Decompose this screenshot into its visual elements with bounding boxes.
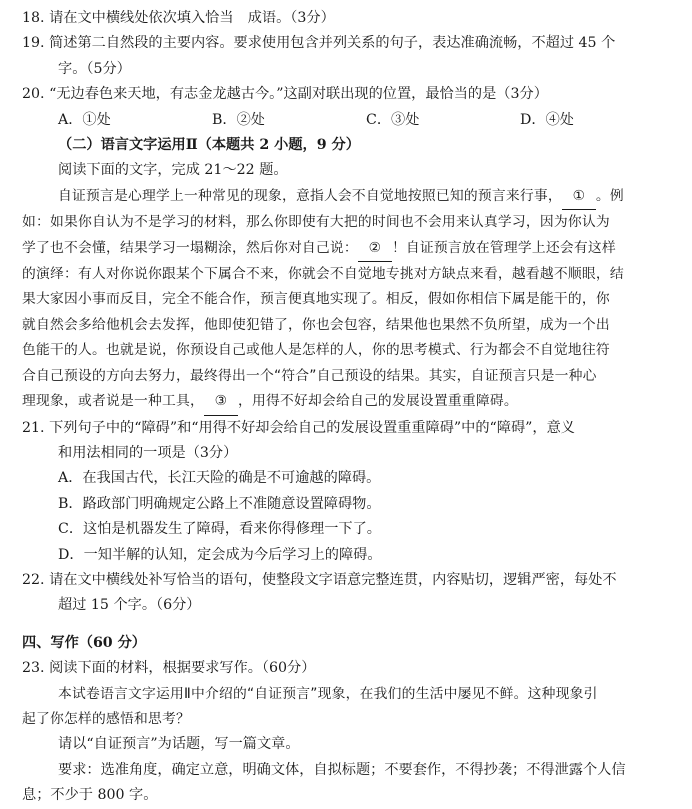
question-23: 23. 阅读下面的材料，根据要求写作。（60分）: [22, 660, 316, 677]
question-21-option-b: B．路政部门明确规定公路上不准随意设置障碍物。: [58, 495, 381, 512]
blank-2: ②: [358, 236, 392, 262]
requirement-line-2: 息；不少于 800 字。: [22, 787, 158, 804]
spacer: [22, 619, 674, 631]
passage-line: 的演绎：有人对你说你跟某个下属合不来，你就会不自觉地专挑对方缺点来看，越看越不顺眼，结: [22, 266, 624, 283]
question-21-option-d: D．一知半解的认知，定会成为今后学习上的障碍。: [58, 546, 382, 563]
option-a: A．①处: [58, 111, 111, 128]
question-22-line-2: 超过 15 个字。（6分）: [58, 597, 201, 614]
question-19-line-2: 字。（5分）: [58, 60, 131, 77]
requirement-line-1: 要求：选准角度，确定立意，明确文体，自拟标题；不要套作，不得抄袭；不得泄露个人信: [58, 761, 626, 778]
question-21-option-a: A．在我国古代，长江天险的确是不可逾越的障碍。: [58, 470, 381, 487]
option-d: D．④处: [520, 111, 574, 128]
question-18: 18. 请在文中横线处依次填入恰当 成语。（3分）: [22, 10, 335, 26]
topic-line: 请以“自证预言”为话题，写一篇文章。: [58, 736, 300, 753]
question-20-stem: 20. “无边春色来天地，有志金龙越古今。”这副对联出现的位置，最恰当的是（3分）: [22, 86, 548, 103]
passage-line: 自证预言是心理学上一种常见的现象，意指人会不自觉地按照已知的预言来行事， ① 。例: [22, 184, 674, 210]
passage-line: 就自然会多给他机会去发挥，他即使犯错了，你也会包容，结果他也果然不负所望，成为一个出: [22, 316, 610, 333]
passage-line: 理现象，或者说是一种工具， ③ ，用得不好却会给自己的发展设置重重障碍。: [22, 389, 674, 415]
section-4-title: 四、写作（60 分）: [22, 634, 146, 651]
question-20-options: [22, 108, 674, 133]
blank-3: ③: [204, 389, 238, 415]
question-21-line-1: 21. 下列句子中的“障碍”和“用得不好却会给自己的发展设置重重障碍”中的“障碍”，意义: [22, 419, 575, 436]
section-2-title: （二）语言文字运用Ⅱ（本题共 2 小题，9 分）: [58, 137, 360, 154]
section-2-instruction: 阅读下面的文字，完成 21～22 题。: [58, 162, 288, 179]
option-b: B．②处: [212, 111, 265, 128]
passage: [22, 184, 674, 416]
question-22-line-1: 22. 请在文中横线处补写恰当的语句，使整段文字语意完整连贯，内容贴切，逻辑严密，每处不: [22, 571, 617, 588]
passage-line: 学了也不会懂，结果学习一塌糊涂，然后你对自己说： ② ！自证预言放在管理学上还会有这样: [22, 236, 674, 262]
option-c: C．③处: [366, 111, 420, 128]
question-21-option-c: C．这怕是机器发生了障碍，看来你得修理一下了。: [58, 521, 381, 538]
passage-line: 合自己预设的方向去努力，最终得出一个“符合”自己预设的结果。其实，自证预言只是一种心: [22, 367, 597, 384]
question-19-line-1: 19. 简述第二自然段的主要内容。要求使用包含并列关系的句子，表达准确流畅，不超过 45 个: [22, 35, 616, 52]
passage-line: 如：如果你自认为不是学习的材料，那么你即使有大把的时间也不会用来认真学习，因为你认为: [22, 214, 610, 231]
passage-line: 果大家因小事而反目，完全不能合作，预言便真地实现了。相反，假如你相信下属是能干的，你: [22, 291, 610, 308]
blank-1: ①: [562, 184, 596, 210]
passage-line: 色能干的人。也就是说，你预设自己或他人是怎样的人，你的思考模式、行为都会不自觉地往符: [22, 342, 610, 359]
material-line-2: 起了你怎样的感悟和思考？: [22, 710, 190, 727]
question-21-line-2: 和用法相同的一项是（3分）: [58, 444, 238, 461]
material-line-1: 本试卷语言文字运用Ⅱ中介绍的“自证预言”现象，在我们的生活中屡见不鲜。这种现象引: [58, 685, 598, 702]
